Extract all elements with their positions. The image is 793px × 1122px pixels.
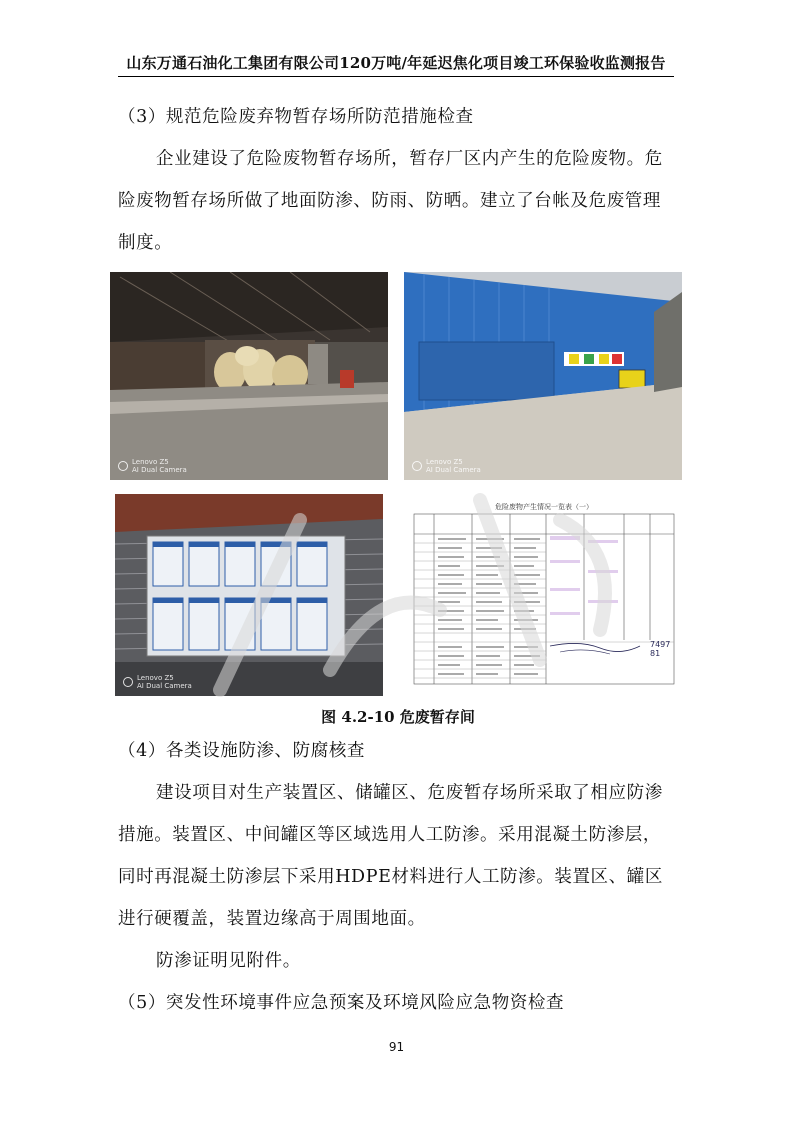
camera-watermark [412, 458, 481, 474]
photo-storage-interior [110, 272, 388, 480]
figure-caption: 图 4.2-10 危废暂存间 [321, 708, 475, 726]
camera-logo-icon [123, 677, 133, 687]
section-4-body: 建设项目对生产装置区、储罐区、危废暂存场所采取了相应防渗措施。装置区、中间罐区等区域选用人工防渗。采用混凝土防渗层，同时再混凝土防渗层下采用HDPE材料进行人工防渗。装置区、罐区进行硬覆盖，装置边缘高于周围地面。 [118, 783, 663, 929]
section-4-heading: （4）各类设施防渗、防腐核查 [118, 741, 366, 761]
section-5-heading: （5）突发性环境事件应急预案及环境风险应急物资检查 [118, 993, 565, 1013]
ledger-handwriting: 7497 81 [650, 640, 671, 658]
photo-waste-ledger [410, 500, 678, 688]
notice-boards-illustration [115, 494, 383, 696]
camera-watermark-text: Lenovo Z5 AI Dual Camera [132, 458, 187, 474]
camera-watermark [123, 674, 192, 690]
storage-interior-illustration [110, 272, 388, 480]
camera-watermark [118, 458, 187, 474]
section-4-note: 防渗证明见附件。 [156, 951, 301, 971]
header-rule [118, 76, 674, 77]
camera-logo-icon [412, 461, 422, 471]
camera-logo-icon [118, 461, 128, 471]
warehouse-exterior-illustration [404, 272, 682, 480]
page-number: 91 [388, 1040, 405, 1054]
camera-watermark-text: Lenovo Z5 AI Dual Camera [426, 458, 481, 474]
report-header-title: 山东万通石油化工集团有限公司120万吨/年延迟焦化项目竣工环保验收监测报告 [126, 54, 666, 72]
ledger-title: 危险废物产生情况一览表（一） [495, 503, 593, 511]
section-3-body: 企业建设了危险废物暂存场所，暂存厂区内产生的危险废物。危险废物暂存场所做了地面防渗、防雨、防晒。建立了台帐及危废管理制度。 [118, 149, 663, 253]
camera-watermark-text: Lenovo Z5 AI Dual Camera [137, 674, 192, 690]
section-3-heading: （3）规范危险废弃物暂存场所防范措施检查 [118, 107, 474, 127]
photo-notice-boards [115, 494, 383, 696]
ledger-table-illustration [410, 500, 678, 688]
photo-warehouse-exterior [404, 272, 682, 480]
